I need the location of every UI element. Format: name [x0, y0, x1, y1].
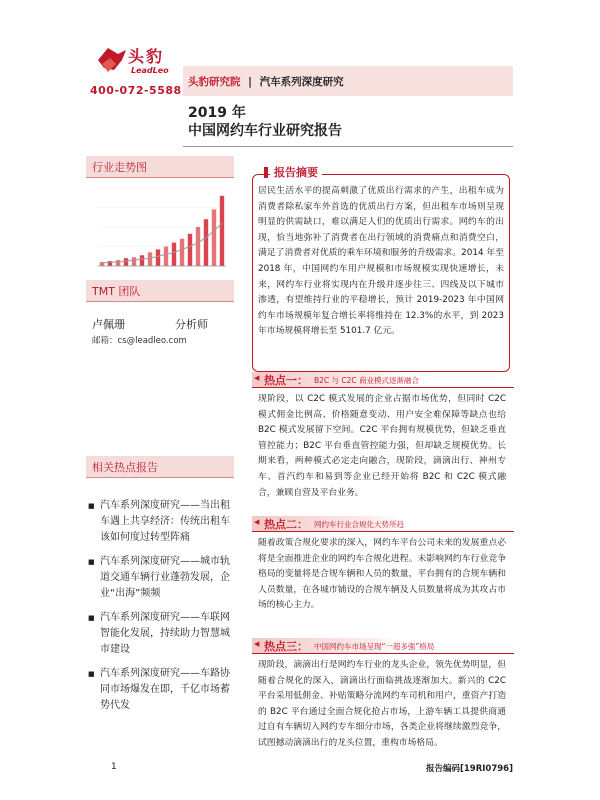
chart-bar	[132, 257, 136, 266]
team-heading: TMT 团队	[92, 285, 141, 298]
related-heading: 相关热点报告	[92, 461, 158, 474]
related-item[interactable]	[88, 610, 238, 658]
series-name: 汽车系列深度研究	[259, 76, 344, 88]
hot-heading-2	[252, 514, 514, 532]
report-title: 中国网约车行业研究报告	[188, 123, 342, 139]
summary-tag: 报告摘要	[270, 164, 322, 180]
logo-text: 头豹	[128, 47, 165, 66]
analyst-email: 邮箱：cs@leadleo.com	[92, 336, 187, 346]
bullet-icon: ■	[88, 558, 95, 566]
triangle-icon: ◀	[254, 640, 260, 648]
report-code: 报告编码[19RI0796]	[426, 764, 513, 774]
related-item-text: 汽车系列深度研究——当出租车遇上共享经济：传统出租车该如何度过转型阵痛	[100, 500, 230, 543]
hot-heading-1	[252, 370, 514, 388]
chart-bar	[156, 249, 160, 266]
phone-number: 400-072-5588	[90, 84, 182, 97]
chart-bar	[204, 219, 208, 266]
trend-heading-box	[86, 156, 234, 178]
triangle-icon: ◀	[254, 518, 260, 526]
chart-bar	[212, 209, 216, 266]
chart-bar	[140, 255, 144, 266]
related-item-text: 汽车系列深度研究——车联网智能化发展，持续助力智慧城市建设	[100, 612, 230, 655]
related-item[interactable]	[88, 498, 238, 546]
bullet-icon: ■	[88, 614, 95, 622]
hot-title: 网约车行业合规化大势所趋	[314, 520, 404, 529]
chart-bar	[148, 252, 152, 266]
summary-text: 居民生活水平的提高刺激了优质出行需求的产生，出租车成为消费者除私家车外首选的优质出行方案，但出租车市场则呈现明显的供需缺口，难以满足人们的优质出行需求。网约车的出现，恰当地弥补了消费者在出行领域的消费痛点和消费空白，满足了消费者对优质的乘车环境和服务的升级需求。2014 年至 2018 年，中国网约车用户规模和市场规模实现快速增长，未来，网约车行业将实现内在升级并逐步往三、四线及以下城市渗透，有望维持行业的平稳增长，预计 2019-2023 年中国网约车市场规模年复合增长率将维持在 12.3%的水平，到 2023 年市场规模将增长至 5101.7 亿元。	[258, 186, 504, 337]
chart-bar	[196, 227, 200, 266]
chart-bar	[172, 243, 176, 266]
analyst-role: 分析师	[175, 318, 208, 331]
chart-bar	[124, 258, 128, 266]
summary-tag-mark	[264, 167, 268, 178]
triangle-icon: ◀	[254, 374, 260, 382]
trend-heading: 行业走势图	[92, 161, 147, 174]
bullet-icon: ■	[88, 670, 95, 678]
chart-bar	[180, 239, 184, 266]
org-name: 头豹研究院	[188, 76, 241, 88]
hot-text-2: 随着政策合规化要求的深入，网约车平台公司未来的发展重点必将是全面推进企业的网约车合规化进程。未影响网约车行业竞争格局的变量将是合规车辆和人员的数量，平台拥有的合规车辆和人员数量，在各城市铺设的合规车辆及人员数量将成为其攻占市场的核心主力。	[258, 538, 506, 611]
related-heading-box	[86, 456, 234, 478]
related-item-text: 汽车系列深度研究——车路协同市场爆发在即，千亿市场蓄势代发	[100, 668, 230, 711]
hot-label: 热点三：	[264, 640, 308, 653]
related-item-text: 汽车系列深度研究——城市轨道交通车辆行业蓬勃发展，企业“出海”频频	[100, 556, 230, 599]
team-heading-box	[86, 280, 234, 302]
hot-label: 热点一：	[264, 374, 308, 387]
chart-bar	[220, 196, 224, 266]
hot-title: B2C 与 C2C 商业模式逐渐融合	[314, 376, 420, 385]
hot-text-3: 现阶段，滴滴出行是网约车行业的龙头企业，领先优势明显，但随着合规化的深入，滴滴出行面临挑战逐渐加大。新兴的 C2C 平台采用低佣金、补贴策略分流网约车司机和用户，重资产打造的 B2C 平台通过全面合规化抢占市场，上游车辆工具提供商通过自有车辆切入网约专车细分市场，各类企业将继续激烈竞争，试图撼动滴滴出行的龙头位置，重构市场格局。	[258, 660, 506, 748]
chart-bar	[164, 247, 168, 267]
related-item[interactable]	[88, 554, 238, 602]
hot-heading-3	[252, 636, 514, 654]
bullet-icon: ■	[88, 502, 95, 510]
hot-text-1: 现阶段，以 C2C 模式发展的企业占据市场优势，但同时 C2C 模式佣金比例高、价格随意变动、用户安全难保障等缺点也给 B2C 模式发展留下空间。C2C 平台拥有规模优势，但缺乏垂直管控能力；B2C 平台垂直管控能力强，但却缺乏规模优势。长期来看，两种模式必定走向融合，现阶段，滴滴出行、神州专车、首汽约车和易到等企业已经开始将 B2C 和 C2C 模式融合，兼顾自营及平台业务。	[258, 394, 506, 498]
hot-title: 中国网约车市场呈现“一超多强”格局	[314, 642, 435, 651]
hot-label: 热点二：	[264, 518, 308, 531]
chart-bar	[116, 260, 120, 266]
chart-bar	[188, 234, 192, 266]
title-divider	[183, 146, 513, 147]
report-year: 2019 年	[188, 105, 246, 121]
separator: |	[248, 76, 252, 88]
trend-chart	[88, 182, 232, 274]
logo-subtext: LeadLeo	[131, 66, 169, 75]
page-number: 1	[111, 762, 117, 772]
analyst-name: 卢佩珊	[92, 318, 125, 331]
related-item[interactable]	[88, 666, 238, 714]
related-list	[88, 498, 238, 722]
series-line	[188, 74, 344, 89]
